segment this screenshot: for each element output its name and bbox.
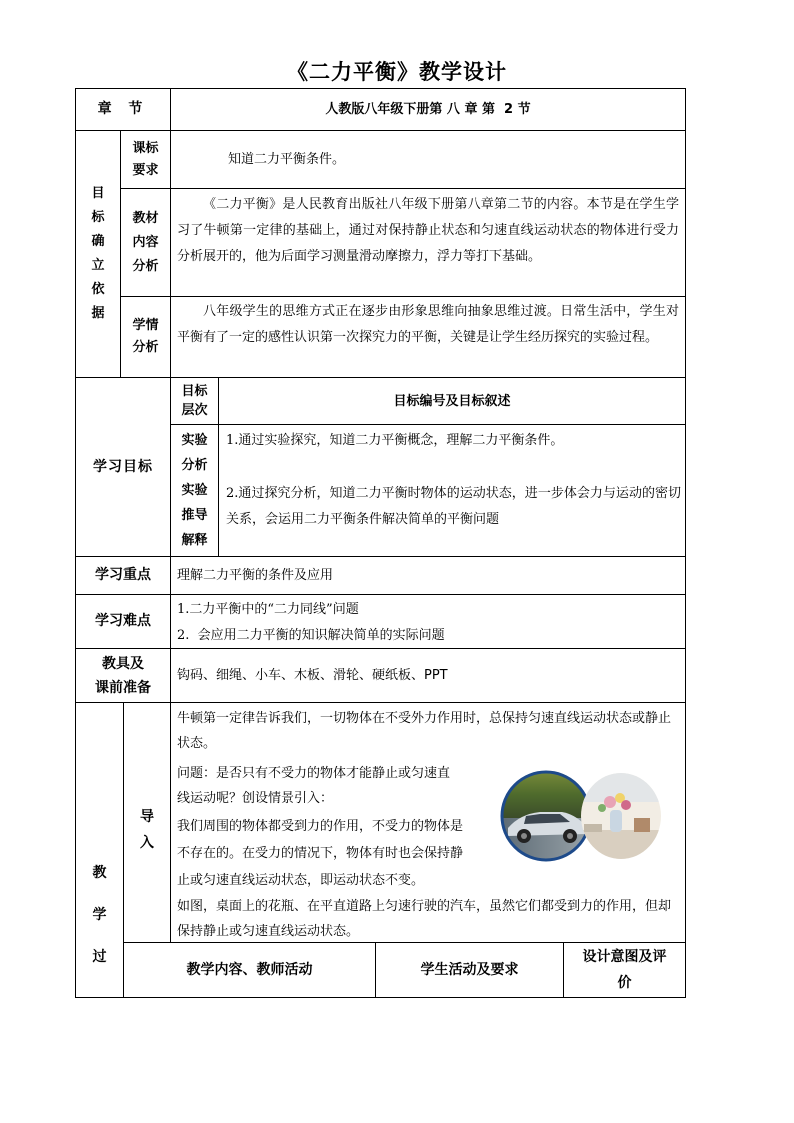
process-label-char: 过 xyxy=(92,949,107,965)
intro-label-char: 导 xyxy=(140,809,154,825)
basis-label-char: 标 xyxy=(91,210,105,225)
basis-label-char: 立 xyxy=(91,258,105,273)
tools-label-line: 教具及 xyxy=(102,655,144,672)
car-photo-icon xyxy=(500,770,592,862)
basis-label-char: 目 xyxy=(91,186,105,201)
curriculum-text: 知道二力平衡条件。 xyxy=(228,152,346,167)
textbook-label-line: 内容 xyxy=(132,234,159,250)
learner-label xyxy=(121,297,170,377)
column-design-intent-line: 设计意图及评 xyxy=(582,949,667,965)
process-label xyxy=(76,855,123,975)
intro-paragraph-3-line-3: 止或匀速直线运动状态，即运动状态不变。 xyxy=(177,873,425,888)
objective-item-1: 1.通过实验探究，知道二力平衡概念，理解二力平衡条件。 xyxy=(226,433,564,448)
objective-level-header-line: 目标 xyxy=(181,384,208,399)
difficulty-line-2: 2. 会应用二力平衡的知识解决简单的实际问题 xyxy=(177,628,445,643)
basis-label-char: 确 xyxy=(91,234,105,249)
objective-levels xyxy=(171,425,218,556)
objective-level-line: 分析 xyxy=(181,458,208,473)
process-label-char: 学 xyxy=(92,907,107,923)
process-label-char: 教 xyxy=(92,865,107,881)
vase-photo-icon xyxy=(580,772,662,860)
tools-label xyxy=(76,649,170,702)
column-student-activity: 学生活动及要求 xyxy=(420,961,519,978)
learner-text: 八年级学生的思维方式正在逐步由形象思维向抽象思维过渡。日常生活中，学生对平衡有了一定的感性认识第一次探究力的平衡，关键是让学生经历探究的实验过程。 xyxy=(177,304,679,345)
intro-paragraph-3-line-2: 不存在的。在受力的情况下，物体有时也会保持静 xyxy=(177,846,464,861)
learner-label-line: 分析 xyxy=(132,340,159,355)
objective-level-line: 推导 xyxy=(181,508,208,523)
intro-paragraph-4: 如图，桌面上的花瓶、在平直道路上匀速行驶的汽车，虽然它们都受到力的作用，但却保持静止或匀速直线运动状态。 xyxy=(177,899,672,939)
intro-question-line-2: 线运动呢？创设情景引入： xyxy=(177,791,334,806)
difficulty-line-1: 1.二力平衡中的“二力同线”问题 xyxy=(177,602,359,617)
intro-label xyxy=(124,800,170,860)
objective-level-line: 解释 xyxy=(181,533,208,548)
curriculum-label-line: 课标 xyxy=(132,140,159,156)
curriculum-label-line: 要求 xyxy=(132,162,159,178)
column-teacher-activity: 教学内容、教师活动 xyxy=(186,961,313,978)
textbook-text: 《二力平衡》是人民教育出版社八年级下册第八章第二节的内容。本节是在学生学习了牛顿第一定律的基础上，通过对保持静止状态和匀速直线运动状态的物体进行受力分析展开的，他为后面学习测量滑动摩擦力，浮力等打下基础。 xyxy=(177,197,679,264)
textbook-label-line: 教材 xyxy=(132,210,159,226)
objective-level-header-line: 层次 xyxy=(181,403,208,418)
column-design-intent-line: 价 xyxy=(617,975,632,991)
textbook-label-line: 分析 xyxy=(132,258,159,274)
page-title: 《二力平衡》教学设计 xyxy=(287,60,507,84)
keypoint-text: 理解二力平衡的条件及应用 xyxy=(177,568,334,583)
keypoint-label: 学习重点 xyxy=(95,567,151,583)
basis-label-char: 依 xyxy=(91,282,105,297)
objectives-label: 学习目标 xyxy=(93,458,153,475)
learner-label-line: 学情 xyxy=(132,318,159,333)
objective-level-line: 实验 xyxy=(181,433,208,448)
tools-label-line: 课前准备 xyxy=(95,679,151,696)
chapter-value: 人教版八年级下册第 八 章 第 2 节 xyxy=(325,102,531,117)
objective-item-2: 2.通过探究分析，知道二力平衡时物体的运动状态，进一步体会力与运动的密切关系，会运用二力平衡条件解决简单的平衡问题 xyxy=(226,486,681,527)
textbook-label xyxy=(121,189,170,296)
intro-paragraph-1: 牛顿第一定律告诉我们，一切物体在不受外力作用时，总保持匀速直线运动状态或静止状态。 xyxy=(177,711,672,751)
curriculum-label xyxy=(121,131,170,188)
chapter-label: 章 节 xyxy=(97,101,149,117)
intro-label-char: 入 xyxy=(140,835,154,851)
intro-question-line-1: 问题：是否只有不受力的物体才能静止或匀速直 xyxy=(177,766,451,781)
tools-text: 钩码、细绳、小车、木板、滑轮、硬纸板、PPT xyxy=(177,668,448,683)
basis-label xyxy=(76,131,120,377)
difficulty-label: 学习难点 xyxy=(95,613,151,629)
basis-label-char: 据 xyxy=(91,306,105,321)
intro-paragraph-3-line-1: 我们周围的物体都受到力的作用，不受力的物体是 xyxy=(177,819,464,834)
objective-level-line: 实验 xyxy=(181,483,208,498)
objective-desc-header: 目标编号及目标叙述 xyxy=(393,393,511,409)
objective-level-header xyxy=(171,378,218,424)
column-design-intent xyxy=(564,943,685,997)
